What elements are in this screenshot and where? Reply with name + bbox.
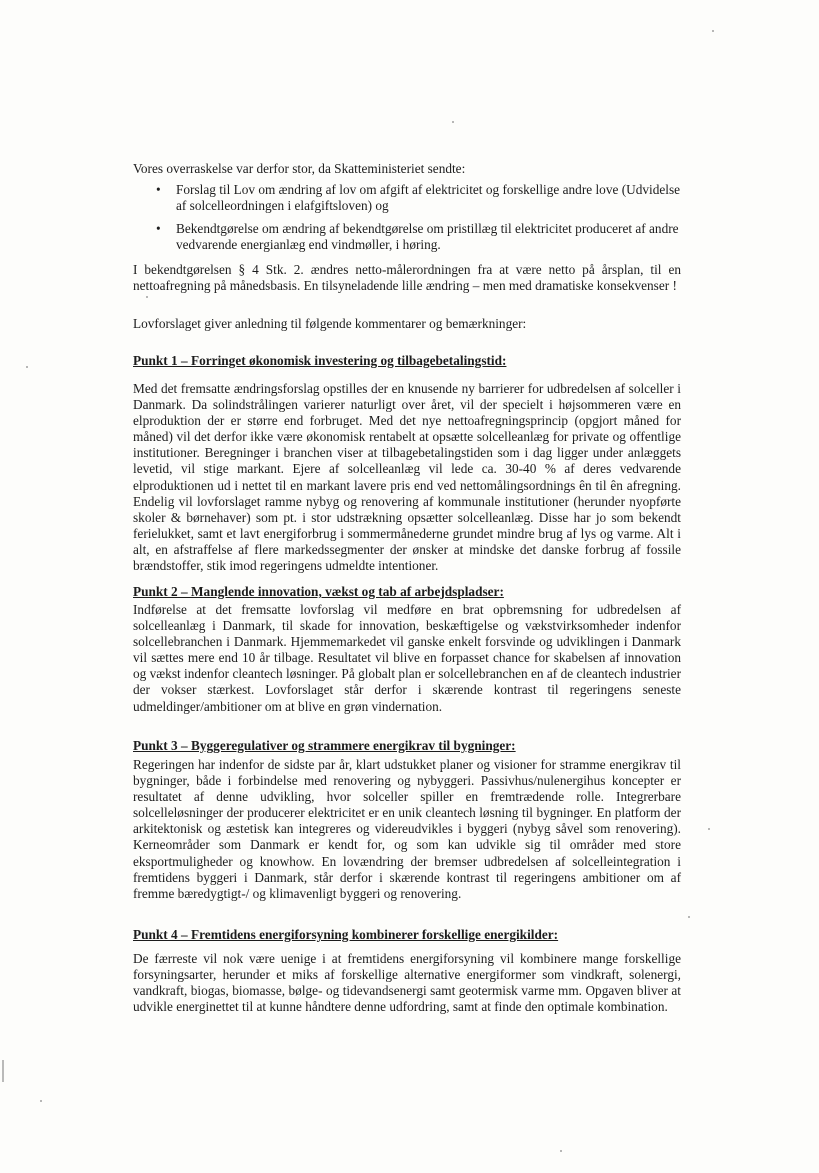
scan-speck	[40, 1100, 42, 1102]
scan-speck	[146, 296, 148, 298]
scan-speck	[712, 30, 714, 32]
bekendtgoerelse-note: I bekendtgørelsen § 4 Stk. 2. ændres netto-målerordningen fra at være netto på årsplan, til en nettoafregning på månedsbasis. En tilsyneladende lille ændring – men med dramatiske konsekvenser !	[133, 262, 681, 294]
section-1-body: Med det fremsatte ændringsforslag opstilles der en knusende ny barrierer for udbredelsen af solceller i Danmark. Da solindstrålingen varierer naturligt over året, vil der specielt i højsommeren være en elproduktion der er større end forbruget. Med det nye nettoafregningsprincip (opgjort måned for måned) vil det derfor ikke være økonomisk rentabelt at opsætte solcelleanlæg for private og offentlige institutioner. Beregninger i branchen viser at tilbagebetalingstiden som i dag ligger under anlæggets levetid, vil stige markant. Ejere af solcelleanlæg vil lede ca. 30-40 % af deres vedvarende elproduktionen ud i nettet til en markant lavere pris end ved nettomålingsordnings ên til ên afregning. Endelig vil lovforslaget ramme nybyg og renovering af kommunale institutioner (herunder nyopførte skoler & børnehaver) som pt. i stor udstrækning opsætter solcelleanlæg. Disse har jo som bekendt ferielukket, samt et lavt energiforbrug i sommermånederne grundet mindre brug af lys og varme. Alt i alt, en afstraffelse af flere markedssegmenter der ønsker at mindske det danske forbrug af fossile brændstoffer, stik imod regeringens udmeldte intentioner.	[133, 381, 681, 574]
section-4-heading: Punkt 4 – Fremtidens energiforsyning kombinerer forskellige energikilder:	[133, 927, 559, 942]
scan-speck	[452, 121, 454, 123]
section-1-heading: Punkt 1 – Forringet økonomisk investering og tilbagebetalingstid:	[133, 353, 507, 368]
intro-text: Vores overraskelse var derfor stor, da Skatteministeriet sendte:	[133, 161, 466, 176]
section-4-body: De færreste vil nok være uenige i at fremtidens energiforsyning vil kombinere mange forskellige forsyningsarter, herunder et miks af forskellige alternative energiformer som vindkraft, solenergi, vandkraft, biogas, biomasse, bølge- og tidevandsenergi samt geotermisk varme mm. Opgaven bliver at udvikle energinettet til at kunne håndtere denne udfordring, samt at finde den optimale kombination.	[133, 951, 681, 1015]
section-2-body: Indførelse at det fremsatte lovforslag vil medføre en brat opbremsning for udbredelsen af solcelleanlæg i Danmark, til skade for innovation, beskæftigelse og vækstvirksomheder indenfor solcellebranchen i Danmark. Hjemmemarkedet vil ganske enkelt forsvinde og udviklingen i Danmark vil sættes mere end 10 år tilbage. Resultatet vil blive en forpasset chance for skabelsen af innovation og vækst indenfor cleantech løsninger. På globalt plan er solcellebranchen en af de cleantech industrier der vokser stærkest. Lovforslaget står derfor i skærende kontrast til regeringens seneste udmeldinger/ambitioner om at blive en grøn vindernation.	[133, 602, 681, 714]
scan-edge-mark	[2, 1060, 4, 1082]
bullet-dot: •	[156, 221, 161, 237]
scan-speck	[560, 1150, 562, 1152]
bullet-text-1: Forslag til Lov om ændring af lov om afgift af elektricitet og forskellige andre love (Udvidelse af solcelleordningen i elafgiftsloven) og	[176, 182, 681, 214]
section-2-heading: Punkt 2 – Manglende innovation, vækst og tab af arbejdspladser:	[133, 584, 504, 599]
section-3-body: Regeringen har indenfor de sidste par år, klart udstukket planer og visioner for stramme energikrav til bygninger, både i forbindelse med renovering og nybyggeri. Passivhus/nulenergihus koncepter er resultatet af denne udvikling, hvor solceller spiller en fremtrædende rolle. Integrerbare solcelleløsninger der producerer elektricitet er en unik cleantech løsning til bygninger. En platform der arkitektonisk og æstetisk kan integreres og videreudvikles i byggeri (nybyg såvel som renovering). Kerneområder som Danmark er kendt for, og som kan udvikle sig til områder med store eksportmuligheder og knowhow. En lovændring der bremser udbredelsen af solcelleintegration i fremtidens byggeri i Danmark, står derfor i skærende kontrast til regeringens ambitioner om af fremme bæredygtigt-/ og klimavenligt byggeri og renovering.	[133, 757, 681, 901]
bullet-dot: •	[156, 182, 161, 197]
section-3-heading: Punkt 3 – Byggeregulativer og strammere energikrav til bygninger:	[133, 738, 516, 753]
bullet-item-1	[133, 182, 681, 214]
scan-speck	[26, 366, 28, 368]
scan-speck	[708, 828, 710, 830]
bullet-list	[133, 182, 681, 253]
lovforslag-intro: Lovforslaget giver anledning til følgende kommentarer og bemærkninger:	[133, 316, 527, 331]
bullet-item-2	[133, 221, 681, 253]
scan-speck	[688, 916, 690, 918]
bullet-text-2: Bekendtgørelse om ændring af bekendtgørelse om pristillæg til elektricitet produceret af andre vedvarende energianlæg end vindmøller, i høring.	[176, 221, 679, 253]
